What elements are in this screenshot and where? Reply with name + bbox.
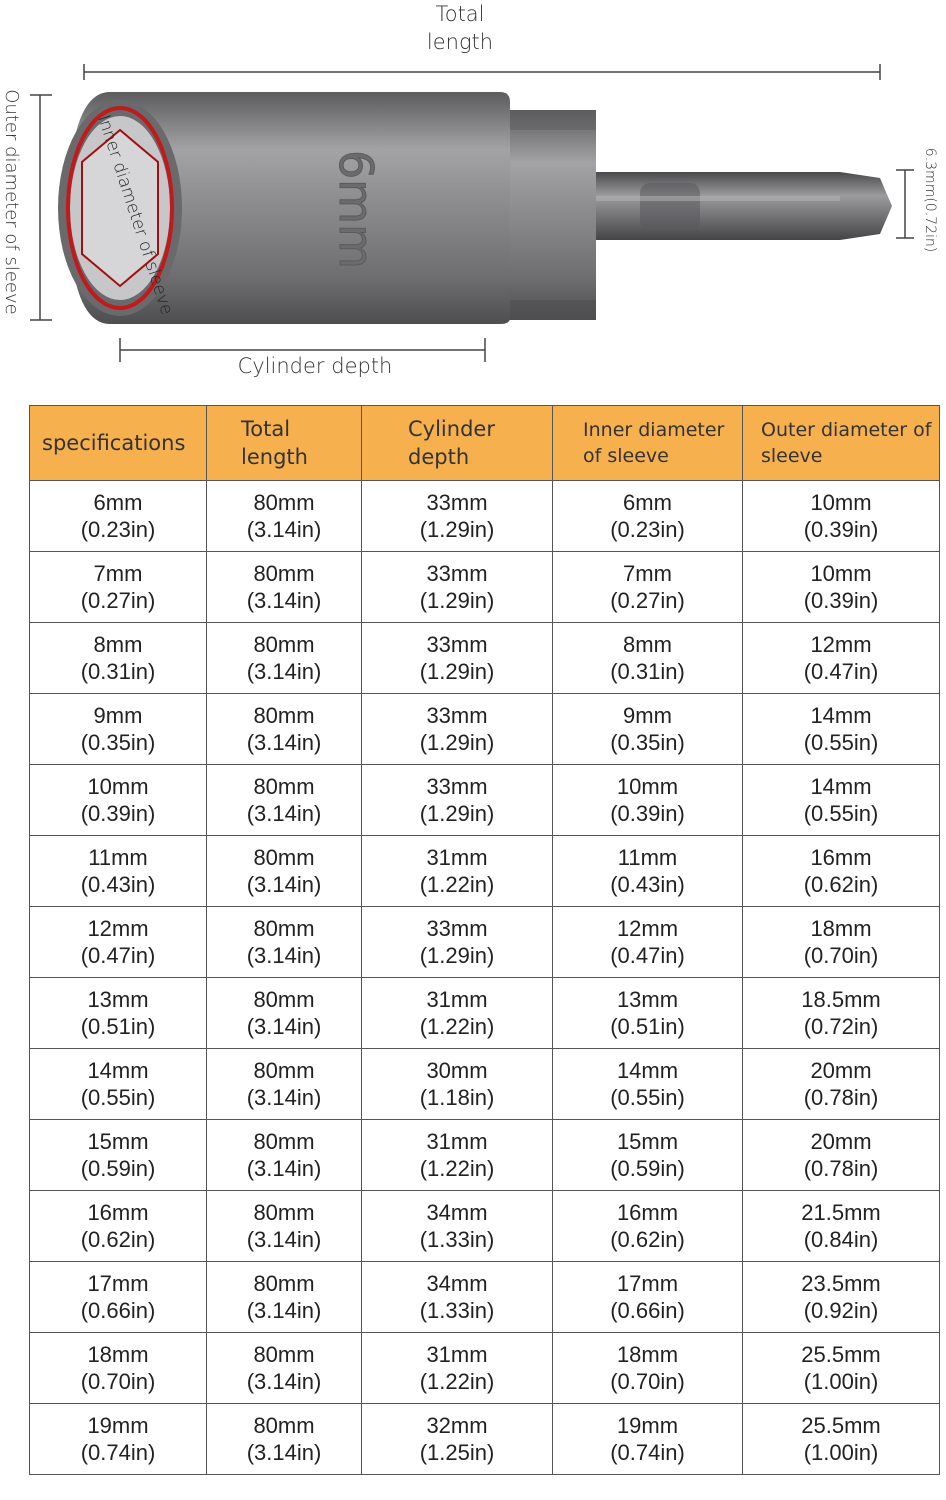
table-row [30, 1333, 940, 1404]
outer-diameter-cell [743, 552, 940, 623]
total-length-cell [207, 978, 362, 1049]
outer-diameter-cell [743, 836, 940, 907]
value-in: (3.14in) [246, 801, 322, 826]
value-mm: 31mm [426, 1129, 488, 1154]
outer-diameter-cell [743, 481, 940, 552]
value-in: (0.55in) [803, 730, 879, 755]
value-mm: 31mm [426, 1342, 488, 1367]
specification-table [29, 405, 940, 1475]
inner-diameter-cell [553, 1262, 743, 1333]
value-in: (3.14in) [246, 872, 322, 897]
value-in: (0.39in) [803, 588, 879, 613]
value-in: (3.14in) [246, 1440, 322, 1465]
value-mm: 13mm [87, 987, 149, 1012]
spec-cell [30, 552, 207, 623]
value-in: (0.92in) [803, 1298, 879, 1323]
value-in: (1.25in) [419, 1440, 495, 1465]
value-mm: 14mm [810, 703, 872, 728]
value-in: (1.18in) [419, 1085, 495, 1110]
spec-cell [30, 1333, 207, 1404]
value-mm: 10mm [810, 561, 872, 586]
table-row [30, 1120, 940, 1191]
value-in: (0.23in) [610, 517, 685, 542]
value-in: (0.27in) [80, 588, 156, 613]
value-mm: 33mm [426, 561, 488, 586]
cylinder-depth-cell [362, 623, 553, 694]
inner-diameter-cell [553, 907, 743, 978]
header-outer-diameter: Outer diameter of sleeve [743, 406, 940, 481]
value-mm: 23.5mm [801, 1271, 881, 1296]
value-in: (0.35in) [610, 730, 685, 755]
value-in: (1.33in) [419, 1227, 495, 1252]
value-in: (0.70in) [80, 1369, 156, 1394]
value-mm: 6mm [623, 490, 672, 515]
value-mm: 25.5mm [801, 1342, 881, 1367]
spec-cell [30, 694, 207, 765]
total-length-cell [207, 1404, 362, 1475]
value-in: (0.55in) [80, 1085, 156, 1110]
value-mm: 15mm [616, 1129, 679, 1154]
table-body [30, 481, 940, 1475]
value-mm: 80mm [253, 490, 315, 515]
value-in: (3.14in) [246, 659, 322, 684]
outer-diameter-cell [743, 1049, 940, 1120]
value-in: (1.22in) [419, 1156, 495, 1181]
value-in: (0.74in) [80, 1440, 156, 1465]
product-diagram [0, 0, 946, 395]
value-mm: 33mm [426, 703, 488, 728]
value-mm: 14mm [87, 1058, 149, 1083]
socket-illustration [0, 0, 946, 395]
total-length-cell [207, 1333, 362, 1404]
value-mm: 33mm [426, 916, 488, 941]
cylinder-depth-cell [362, 1404, 553, 1475]
value-mm: 11mm [88, 845, 148, 870]
total-length-label-text: Total length [426, 2, 494, 54]
table-row [30, 481, 940, 552]
inner-diameter-label: Inner diameter of sleeve [93, 112, 177, 318]
value-mm: 33mm [426, 632, 488, 657]
total-length-cell [207, 1262, 362, 1333]
outer-diameter-dimension [30, 95, 52, 320]
value-in: (0.51in) [80, 1014, 156, 1039]
total-length-cell [207, 907, 362, 978]
value-in: (1.29in) [419, 801, 495, 826]
value-mm: 16mm [810, 845, 872, 870]
value-mm: 34mm [426, 1271, 488, 1296]
cylinder-depth-label: Cylinder depth [237, 354, 393, 378]
value-in: (0.62in) [803, 872, 879, 897]
value-mm: 10mm [810, 490, 872, 515]
total-length-cell [207, 1049, 362, 1120]
value-mm: 80mm [253, 916, 315, 941]
outer-diameter-cell [743, 1191, 940, 1262]
value-mm: 16mm [87, 1200, 149, 1225]
value-mm: 21.5mm [801, 1200, 881, 1225]
value-mm: 31mm [426, 987, 488, 1012]
value-in: (0.78in) [803, 1156, 879, 1181]
value-mm: 34mm [426, 1200, 488, 1225]
value-in: (1.29in) [419, 517, 495, 542]
total-length-cell [207, 481, 362, 552]
header-cylinder-depth: Cylinder depth [362, 406, 553, 481]
outer-diameter-cell [743, 623, 940, 694]
spec-cell [30, 907, 207, 978]
value-mm: 12mm [616, 916, 679, 941]
spec-cell [30, 1191, 207, 1262]
value-in: (1.22in) [419, 872, 495, 897]
value-mm: 80mm [253, 1200, 315, 1225]
value-mm: 12mm [810, 632, 872, 657]
value-in: (1.29in) [419, 943, 495, 968]
value-mm: 80mm [253, 774, 315, 799]
value-mm: 17mm [616, 1271, 679, 1296]
outer-diameter-cell [743, 907, 940, 978]
inner-diameter-cell [553, 1333, 743, 1404]
inner-diameter-cell [553, 765, 743, 836]
value-in: (0.62in) [610, 1227, 685, 1252]
inner-diameter-cell [553, 1191, 743, 1262]
value-mm: 6mm [93, 490, 143, 515]
value-mm: 80mm [253, 561, 315, 586]
value-in: (0.66in) [610, 1298, 685, 1323]
value-mm: 14mm [810, 774, 872, 799]
value-in: (0.47in) [610, 943, 685, 968]
value-in: (0.39in) [803, 517, 879, 542]
value-in: (3.14in) [246, 1369, 322, 1394]
value-mm: 18.5mm [801, 987, 881, 1012]
table-header-row [30, 406, 940, 481]
inner-diameter-cell [553, 1120, 743, 1191]
inner-diameter-cell [553, 552, 743, 623]
value-in: (0.62in) [80, 1227, 156, 1252]
value-mm: 80mm [253, 632, 315, 657]
spec-cell [30, 836, 207, 907]
socket-size-mark: 6mm [329, 150, 383, 269]
total-length-cell [207, 765, 362, 836]
value-mm: 80mm [253, 1129, 315, 1154]
value-mm: 33mm [426, 774, 488, 799]
outer-diameter-cell [743, 1262, 940, 1333]
value-mm: 10mm [87, 774, 149, 799]
spec-cell [30, 1120, 207, 1191]
table-row [30, 1404, 940, 1475]
total-length-cell [207, 836, 362, 907]
value-in: (1.33in) [419, 1298, 495, 1323]
inner-diameter-cell [553, 836, 743, 907]
value-mm: 9mm [93, 703, 143, 728]
value-mm: 80mm [253, 703, 315, 728]
table-row [30, 1191, 940, 1262]
cylinder-depth-cell [362, 978, 553, 1049]
cylinder-depth-cell [362, 765, 553, 836]
value-mm: 30mm [426, 1058, 488, 1083]
value-in: (0.31in) [610, 659, 685, 684]
value-mm: 19mm [87, 1413, 149, 1438]
table-row [30, 978, 940, 1049]
value-mm: 31mm [426, 845, 488, 870]
value-in: (0.27in) [610, 588, 685, 613]
value-in: (0.59in) [80, 1156, 156, 1181]
table-row [30, 836, 940, 907]
value-mm: 80mm [253, 845, 315, 870]
value-mm: 80mm [253, 1413, 315, 1438]
value-mm: 20mm [810, 1058, 872, 1083]
cylinder-depth-cell [362, 694, 553, 765]
outer-diameter-cell [743, 1120, 940, 1191]
value-mm: 13mm [616, 987, 679, 1012]
value-in: (3.14in) [246, 1014, 322, 1039]
value-in: (0.43in) [80, 872, 156, 897]
spec-cell [30, 978, 207, 1049]
inner-diameter-cell [553, 1049, 743, 1120]
value-in: (0.72in) [803, 1014, 879, 1039]
value-in: (1.00in) [803, 1369, 879, 1394]
cylinder-depth-cell [362, 1191, 553, 1262]
value-in: (1.22in) [419, 1369, 495, 1394]
value-mm: 14mm [616, 1058, 679, 1083]
cylinder-depth-cell [362, 1262, 553, 1333]
value-mm: 18mm [810, 916, 872, 941]
value-in: (0.55in) [803, 801, 879, 826]
total-length-cell [207, 1191, 362, 1262]
inner-diameter-cell [553, 623, 743, 694]
spec-cell [30, 623, 207, 694]
value-in: (0.43in) [610, 872, 685, 897]
value-mm: 8mm [93, 632, 143, 657]
inner-diameter-cell [553, 1404, 743, 1475]
table-row [30, 907, 940, 978]
value-mm: 7mm [623, 561, 672, 586]
total-length-cell [207, 694, 362, 765]
value-mm: 11mm [617, 845, 678, 870]
table-row [30, 765, 940, 836]
cylinder-depth-cell [362, 1049, 553, 1120]
hex-shank-dimension [896, 170, 914, 238]
value-in: (0.35in) [80, 730, 156, 755]
hex-shank-label: 6.3mm(0.72in) [922, 147, 938, 253]
outer-diameter-cell [743, 1404, 940, 1475]
value-mm: 32mm [426, 1413, 488, 1438]
value-mm: 12mm [87, 916, 149, 941]
table-row [30, 552, 940, 623]
table-row [30, 694, 940, 765]
spec-cell [30, 481, 207, 552]
inner-diameter-cell [553, 978, 743, 1049]
value-mm: 16mm [616, 1200, 679, 1225]
total-length-label [400, 0, 520, 56]
value-mm: 20mm [810, 1129, 872, 1154]
spec-cell [30, 1262, 207, 1333]
outer-diameter-cell [743, 694, 940, 765]
value-mm: 7mm [93, 561, 143, 586]
value-in: (0.78in) [803, 1085, 879, 1110]
cylinder-depth-cell [362, 1120, 553, 1191]
value-mm: 80mm [253, 1058, 315, 1083]
value-in: (0.55in) [610, 1085, 685, 1110]
value-mm: 80mm [253, 1342, 315, 1367]
value-in: (0.70in) [610, 1369, 685, 1394]
value-in: (0.84in) [803, 1227, 879, 1252]
inner-diameter-cell [553, 694, 743, 765]
value-mm: 80mm [253, 987, 315, 1012]
value-mm: 15mm [87, 1129, 149, 1154]
value-mm: 25.5mm [801, 1413, 881, 1438]
value-in: (3.14in) [246, 943, 322, 968]
value-in: (0.59in) [610, 1156, 685, 1181]
value-mm: 8mm [623, 632, 672, 657]
total-length-cell [207, 552, 362, 623]
cylinder-depth-cell [362, 481, 553, 552]
value-in: (0.74in) [610, 1440, 685, 1465]
value-in: (0.47in) [803, 659, 879, 684]
value-in: (0.31in) [80, 659, 156, 684]
outer-diameter-cell [743, 978, 940, 1049]
value-in: (3.14in) [246, 1085, 322, 1110]
value-in: (3.14in) [246, 1298, 322, 1323]
value-in: (1.00in) [803, 1440, 879, 1465]
value-in: (3.14in) [246, 1156, 322, 1181]
value-in: (0.47in) [80, 943, 156, 968]
total-length-cell [207, 1120, 362, 1191]
value-mm: 9mm [623, 703, 672, 728]
value-in: (1.22in) [419, 1014, 495, 1039]
outer-diameter-label: Outer diameter of sleeve [1, 89, 22, 315]
value-in: (3.14in) [246, 517, 322, 542]
value-in: (0.66in) [80, 1298, 156, 1323]
value-mm: 18mm [87, 1342, 149, 1367]
value-in: (3.14in) [246, 1227, 322, 1252]
outer-diameter-cell [743, 765, 940, 836]
value-in: (1.29in) [419, 659, 495, 684]
value-in: (1.29in) [419, 730, 495, 755]
inner-diameter-cell [553, 481, 743, 552]
cylinder-depth-cell [362, 907, 553, 978]
spec-cell [30, 1404, 207, 1475]
spec-cell [30, 1049, 207, 1120]
value-mm: 10mm [616, 774, 679, 799]
value-mm: 33mm [426, 490, 488, 515]
value-mm: 80mm [253, 1271, 315, 1296]
hex-shank [590, 172, 892, 240]
table-row [30, 1262, 940, 1333]
value-mm: 17mm [87, 1271, 149, 1296]
table-row [30, 1049, 940, 1120]
header-inner-diameter: Inner diameter of sleeve [553, 406, 743, 481]
table-row [30, 623, 940, 694]
value-mm: 19mm [616, 1413, 679, 1438]
value-mm: 18mm [616, 1342, 679, 1367]
value-in: (0.70in) [803, 943, 879, 968]
value-in: (0.39in) [610, 801, 685, 826]
total-length-dimension [84, 64, 880, 80]
value-in: (1.29in) [419, 588, 495, 613]
value-in: (3.14in) [246, 730, 322, 755]
total-length-cell [207, 623, 362, 694]
cylinder-depth-cell [362, 836, 553, 907]
value-in: (0.23in) [80, 517, 156, 542]
spec-cell [30, 765, 207, 836]
cylinder-depth-cell [362, 1333, 553, 1404]
value-in: (3.14in) [246, 588, 322, 613]
value-in: (0.39in) [80, 801, 156, 826]
cylinder-depth-cell [362, 552, 553, 623]
header-specifications: specifications [30, 406, 207, 481]
header-total-length: Total length [207, 406, 362, 481]
outer-diameter-cell [743, 1333, 940, 1404]
value-in: (0.51in) [610, 1014, 685, 1039]
